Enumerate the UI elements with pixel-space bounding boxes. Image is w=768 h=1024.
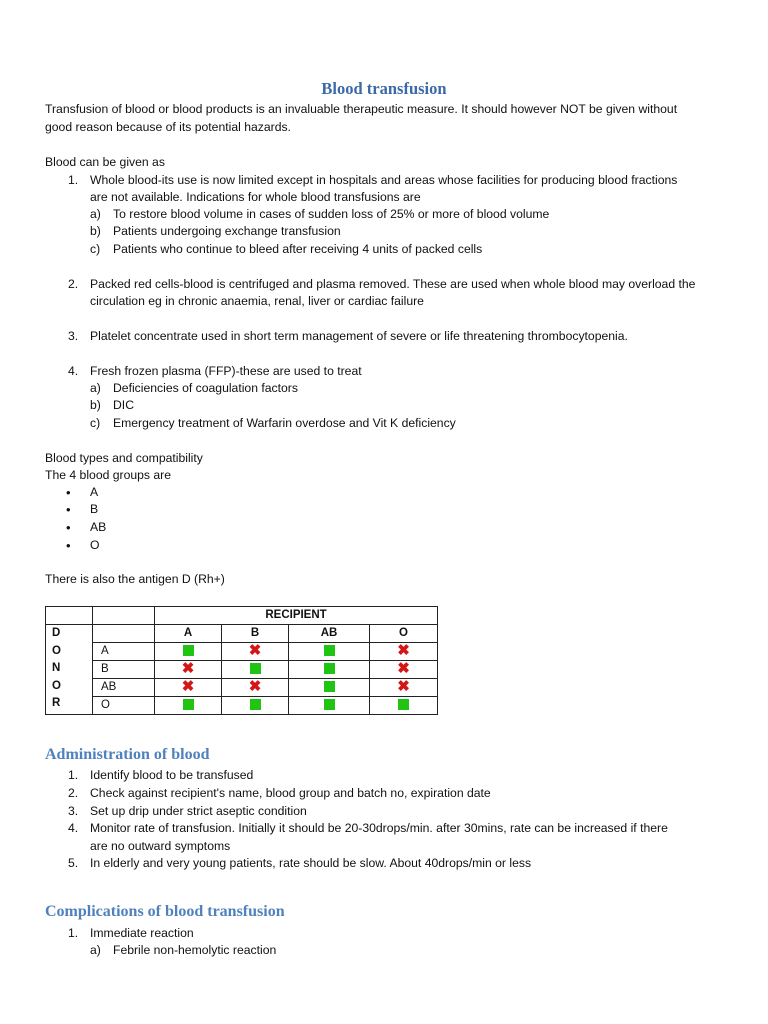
compat-cell	[155, 679, 222, 697]
compatible-square-icon	[398, 699, 409, 710]
compat-cell	[155, 643, 222, 661]
list-number: 1.	[68, 768, 79, 782]
donor-letter: O	[52, 679, 61, 692]
compat-cell	[222, 643, 289, 661]
compatibility-table	[45, 606, 438, 715]
blood-group-item: B	[90, 502, 99, 516]
sub-list-mark: c)	[90, 242, 101, 256]
sub-list-text: Patients undergoing exchange transfusion	[113, 224, 341, 238]
table-row	[46, 697, 438, 715]
list-item-text: Whole blood-its use is now limited except in hospitals and areas whose facilities for producing blood fractions	[90, 173, 678, 187]
table-row	[46, 607, 438, 625]
list-item-text: Immediate reaction	[90, 926, 194, 940]
list-number: 4.	[68, 821, 79, 835]
list-number: 3.	[68, 329, 79, 343]
table-row	[46, 643, 438, 661]
compat-cell	[370, 679, 438, 697]
page-title: Blood transfusion	[321, 79, 447, 98]
column-header: AB	[289, 625, 370, 643]
incompatible-x-icon: ✖	[181, 677, 195, 695]
table-cell	[93, 607, 155, 625]
incompatible-x-icon: ✖	[181, 659, 195, 677]
compatible-square-icon	[324, 663, 335, 674]
sub-list-text: DIC	[113, 398, 134, 412]
compat-cell	[370, 661, 438, 679]
incompatible-x-icon: ✖	[248, 677, 262, 695]
column-header: A	[155, 625, 222, 643]
blood-group-item: AB	[90, 520, 107, 534]
sub-list-mark: b)	[90, 224, 101, 238]
sub-list-text: Febrile non-hemolytic reaction	[113, 943, 277, 957]
row-label: B	[93, 661, 155, 679]
compat-cell	[155, 661, 222, 679]
sub-list-mark: a)	[90, 943, 101, 957]
incompatible-x-icon: ✖	[397, 641, 410, 659]
table-row	[46, 661, 438, 679]
row-label: A	[93, 643, 155, 661]
compat-cell	[222, 679, 289, 697]
incompatible-x-icon: ✖	[397, 677, 410, 695]
compat-cell	[289, 679, 370, 697]
list-number: 1.	[68, 926, 79, 940]
list-item-text: Check against recipient's name, blood group and batch no, expiration date	[90, 786, 491, 800]
list-item-text: Set up drip under strict aseptic condition	[90, 804, 307, 818]
antigen-note: There is also the antigen D (Rh+)	[45, 572, 225, 586]
blood-groups-label: The 4 blood groups are	[45, 468, 172, 482]
administration-heading: Administration of blood	[45, 746, 210, 763]
blood-group-item: A	[90, 485, 99, 499]
incompatible-x-icon: ✖	[248, 641, 262, 659]
list-item-text: Platelet concentrate used in short term management of severe or life threatening thrombocytopenia.	[90, 329, 628, 343]
list-item-text: Identify blood to be transfused	[90, 768, 254, 782]
sub-list-mark: a)	[90, 207, 101, 221]
incompatible-x-icon: ✖	[397, 659, 410, 677]
list-number: 2.	[68, 786, 79, 800]
list-number: 4.	[68, 364, 79, 378]
compat-cell	[370, 643, 438, 661]
row-label: AB	[93, 679, 155, 697]
compat-cell	[370, 697, 438, 715]
compat-cell	[155, 697, 222, 715]
sub-list-mark: b)	[90, 398, 101, 412]
bullet-icon: •	[66, 485, 71, 500]
row-label: O	[93, 697, 155, 715]
list-number: 2.	[68, 277, 79, 291]
table-cell	[93, 625, 155, 643]
compatible-square-icon	[250, 699, 261, 710]
compatible-square-icon	[324, 645, 335, 656]
table-cell	[46, 607, 93, 625]
blood-types-heading: Blood types and compatibility	[45, 451, 203, 465]
list-item-text: Monitor rate of transfusion. Initially it should be 20-30drops/min. after 30mins, rate can be increased if there	[90, 821, 668, 835]
sub-list-mark: a)	[90, 381, 101, 395]
list-item-text: Fresh frozen plasma (FFP)-these are used to treat	[90, 364, 362, 378]
column-header: B	[222, 625, 289, 643]
list-item-text: are no outward symptoms	[90, 839, 231, 853]
complications-heading: Complications of blood transfusion	[45, 903, 285, 920]
donor-letter: O	[52, 644, 61, 657]
list-number: 1.	[68, 173, 79, 187]
compatible-square-icon	[183, 645, 194, 656]
sub-list-text: Patients who continue to bleed after receiving 4 units of packed cells	[113, 242, 483, 256]
sub-list-mark: c)	[90, 416, 101, 430]
donor-letter: R	[52, 697, 61, 710]
given-as-label: Blood can be given as	[45, 155, 165, 169]
compatible-square-icon	[183, 699, 194, 710]
list-item-text: are not available. Indications for whole blood transfusions are	[90, 190, 421, 204]
bullet-icon: •	[66, 520, 71, 535]
sub-list-text: Deficiencies of coagulation factors	[113, 381, 298, 395]
compat-cell	[289, 661, 370, 679]
list-number: 3.	[68, 804, 79, 818]
compat-cell	[289, 643, 370, 661]
compatible-square-icon	[250, 663, 261, 674]
list-number: 5.	[68, 856, 79, 870]
donor-letter: N	[52, 662, 61, 675]
blood-group-item: O	[90, 538, 100, 552]
bullet-icon: •	[66, 502, 71, 517]
sub-list-text: To restore blood volume in cases of sudden loss of 25% or more of blood volume	[113, 207, 550, 221]
table-row	[46, 625, 438, 643]
table-row	[46, 679, 438, 697]
compatible-square-icon	[324, 699, 335, 710]
compatible-square-icon	[324, 681, 335, 692]
column-header: O	[370, 625, 438, 643]
compat-cell	[222, 697, 289, 715]
list-item-text: Packed red cells-blood is centrifuged and plasma removed. These are used when whole blood may overload the	[90, 277, 696, 291]
donor-label	[46, 625, 93, 715]
intro-line-2: good reason because of its potential hazards.	[45, 120, 291, 134]
sub-list-text: Emergency treatment of Warfarin overdose and Vit K deficiency	[113, 416, 456, 430]
compat-cell	[289, 697, 370, 715]
bullet-icon: •	[66, 538, 71, 553]
recipient-header: RECIPIENT	[155, 607, 438, 625]
donor-letter: D	[52, 627, 61, 639]
list-item-text: In elderly and very young patients, rate should be slow. About 40drops/min or less	[90, 856, 532, 870]
intro-line-1: Transfusion of blood or blood products is an invaluable therapeutic measure. It should however NOT be given without	[45, 102, 678, 116]
list-item-text: circulation eg in chronic anaemia, renal, liver or cardiac failure	[90, 294, 424, 308]
compat-cell	[222, 661, 289, 679]
